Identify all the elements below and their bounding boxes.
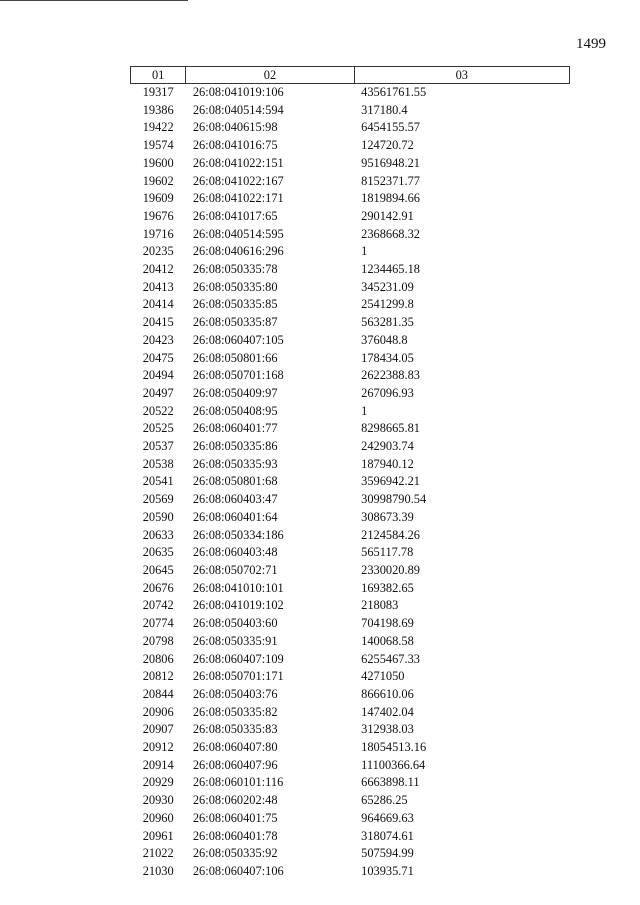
cell-id: 20590: [142, 509, 174, 524]
table-row: [131, 420, 570, 438]
table-body: [131, 84, 570, 881]
cell-cadastral-number: 26:08:050801:66: [192, 350, 278, 365]
cell-cadastral-number: 26:08:050801:68: [192, 474, 278, 489]
cell-value: 376048.8: [361, 332, 408, 347]
cell-id: 20929: [142, 775, 174, 790]
cell-value: 169382.65: [361, 580, 414, 595]
column-header-01: 01: [131, 67, 186, 84]
table-row: [131, 491, 570, 509]
cell-value: 1: [361, 403, 368, 418]
cell-id: 20907: [142, 722, 174, 737]
top-rule: [0, 0, 188, 1]
cell-id: 20522: [142, 403, 174, 418]
cell-value: 318074.61: [361, 828, 414, 843]
cell-id: 20414: [142, 297, 174, 312]
cell-id: 20676: [142, 580, 174, 595]
table-row: [131, 651, 570, 669]
cell-id: 20961: [142, 828, 174, 843]
cell-id: 20930: [142, 793, 174, 808]
cell-id: 19676: [142, 208, 174, 223]
table-row: [131, 527, 570, 545]
cell-value: 218083: [361, 598, 399, 613]
cell-id: 19386: [142, 102, 174, 117]
cell-cadastral-number: 26:08:041010:101: [192, 580, 284, 595]
cell-id: 20525: [142, 421, 174, 436]
table-row: [131, 403, 570, 421]
table-row: [131, 704, 570, 722]
cell-cadastral-number: 26:08:050335:85: [192, 297, 278, 312]
cell-id: 21022: [142, 846, 174, 861]
table-row: [131, 580, 570, 598]
cell-cadastral-number: 26:08:060407:96: [192, 757, 278, 772]
cell-cadastral-number: 26:08:041016:75: [192, 138, 278, 153]
cell-value: 178434.05: [361, 350, 414, 365]
table-row: [131, 155, 570, 173]
cell-cadastral-number: 26:08:060403:48: [192, 545, 278, 560]
cell-cadastral-number: 26:08:040514:595: [192, 226, 284, 241]
table-row: [131, 173, 570, 191]
cell-cadastral-number: 26:08:060407:109: [192, 651, 284, 666]
cell-id: 19422: [142, 120, 174, 135]
cell-cadastral-number: 26:08:050701:171: [192, 669, 284, 684]
cell-id: 20415: [142, 315, 174, 330]
table-row: [131, 792, 570, 810]
cell-value: 2330020.89: [361, 562, 420, 577]
table-row: [131, 863, 570, 881]
cell-cadastral-number: 26:08:041019:106: [192, 85, 284, 99]
cell-id: 19574: [142, 138, 174, 153]
cell-cadastral-number: 26:08:050702:71: [192, 562, 278, 577]
cell-id: 20497: [142, 385, 174, 400]
data-table: [130, 66, 570, 881]
column-header-02: 02: [186, 67, 354, 84]
cell-cadastral-number: 26:08:050335:80: [192, 279, 278, 294]
cell-id: 20774: [142, 616, 174, 631]
cell-cadastral-number: 26:08:050334:186: [192, 527, 284, 542]
cell-cadastral-number: 26:08:060401:77: [192, 421, 278, 436]
cell-id: 19602: [142, 173, 174, 188]
cell-id: 21030: [142, 863, 174, 878]
cell-cadastral-number: 26:08:050335:86: [192, 439, 278, 454]
cell-value: 2622388.83: [361, 368, 420, 383]
table-row: [131, 544, 570, 562]
cell-value: 8152371.77: [361, 173, 420, 188]
cell-value: 103935.71: [361, 863, 414, 878]
cell-cadastral-number: 26:08:050335:78: [192, 262, 278, 277]
cell-value: 317180.4: [361, 102, 408, 117]
cell-cadastral-number: 26:08:060403:47: [192, 492, 278, 507]
table-row: [131, 296, 570, 314]
cell-id: 20633: [142, 527, 174, 542]
cell-value: 43561761.55: [361, 85, 427, 99]
table-row: [131, 385, 570, 403]
cell-cadastral-number: 26:08:060401:75: [192, 810, 278, 825]
table-row: [131, 226, 570, 244]
cell-id: 20812: [142, 669, 174, 684]
column-header-03: 03: [354, 67, 569, 84]
table-row: [131, 845, 570, 863]
cell-id: 20912: [142, 740, 174, 755]
cell-id: 20960: [142, 810, 174, 825]
cell-cadastral-number: 26:08:041017:65: [192, 208, 278, 223]
cell-cadastral-number: 26:08:041022:151: [192, 155, 284, 170]
cell-value: 2368668.32: [361, 226, 420, 241]
cell-cadastral-number: 26:08:060407:105: [192, 332, 284, 347]
cell-id: 20541: [142, 474, 174, 489]
cell-id: 20538: [142, 456, 174, 471]
cell-value: 267096.93: [361, 385, 414, 400]
cell-value: 242903.74: [361, 439, 414, 454]
cell-value: 30998790.54: [361, 492, 427, 507]
table-row: [131, 668, 570, 686]
cell-cadastral-number: 26:08:041019:102: [192, 598, 284, 613]
cell-id: 19600: [142, 155, 174, 170]
cell-value: 1819894.66: [361, 191, 420, 206]
cell-id: 20742: [142, 598, 174, 613]
cell-id: 20645: [142, 562, 174, 577]
cell-id: 20635: [142, 545, 174, 560]
cell-value: 2541299.8: [361, 297, 414, 312]
cell-value: 9516948.21: [361, 155, 420, 170]
cell-value: 6255467.33: [361, 651, 420, 666]
cell-cadastral-number: 26:08:050335:87: [192, 315, 278, 330]
cell-id: 20844: [142, 686, 174, 701]
cell-cadastral-number: 26:08:050403:76: [192, 686, 278, 701]
cell-value: 187940.12: [361, 456, 414, 471]
cell-value: 866610.06: [361, 686, 414, 701]
cell-value: 345231.09: [361, 279, 414, 294]
cell-id: 19317: [142, 85, 174, 99]
cell-id: 20569: [142, 492, 174, 507]
cell-cadastral-number: 26:08:040616:296: [192, 244, 284, 259]
cell-cadastral-number: 26:08:060401:64: [192, 509, 278, 524]
cell-cadastral-number: 26:08:050403:60: [192, 616, 278, 631]
cell-id: 20914: [142, 757, 174, 772]
cell-value: 290142.91: [361, 208, 414, 223]
cell-value: 18054513.16: [361, 740, 427, 755]
cell-value: 6454155.57: [361, 120, 420, 135]
table-row: [131, 686, 570, 704]
cell-value: 4271050: [361, 669, 405, 684]
cell-cadastral-number: 26:08:060407:106: [192, 863, 284, 878]
table-row: [131, 367, 570, 385]
cell-cadastral-number: 26:08:050335:82: [192, 704, 278, 719]
table-row: [131, 757, 570, 775]
cell-value: 2124584.26: [361, 527, 420, 542]
table-row: [131, 261, 570, 279]
table-row: [131, 562, 570, 580]
cell-cadastral-number: 26:08:060101:116: [192, 775, 284, 790]
cell-value: 312938.03: [361, 722, 414, 737]
cell-cadastral-number: 26:08:050335:91: [192, 633, 278, 648]
table-row: [131, 633, 570, 651]
cell-id: 20235: [142, 244, 174, 259]
cell-value: 6663898.11: [361, 775, 420, 790]
cell-value: 308673.39: [361, 509, 414, 524]
cell-id: 19716: [142, 226, 174, 241]
table-row: [131, 597, 570, 615]
cell-value: 507594.99: [361, 846, 414, 861]
table-row: [131, 314, 570, 332]
table-row: [131, 509, 570, 527]
cell-cadastral-number: 26:08:041022:167: [192, 173, 284, 188]
cell-cadastral-number: 26:08:050409:97: [192, 385, 278, 400]
cell-cadastral-number: 26:08:050335:93: [192, 456, 278, 471]
table-row: [131, 84, 570, 102]
cell-value: 11100366.64: [361, 757, 426, 772]
cell-cadastral-number: 26:08:041022:171: [192, 191, 284, 206]
table-row: [131, 473, 570, 491]
cell-id: 20475: [142, 350, 174, 365]
cell-value: 8298665.81: [361, 421, 420, 436]
cell-value: 140068.58: [361, 633, 414, 648]
table-row: [131, 828, 570, 846]
cell-value: 1234465.18: [361, 262, 420, 277]
cell-cadastral-number: 26:08:040615:98: [192, 120, 278, 135]
table-row: [131, 774, 570, 792]
cell-id: 20413: [142, 279, 174, 294]
table-row: [131, 137, 570, 155]
table-row: [131, 739, 570, 757]
cell-id: 20537: [142, 439, 174, 454]
cell-id: 20494: [142, 368, 174, 383]
table-row: [131, 190, 570, 208]
cell-id: 19609: [142, 191, 174, 206]
cell-value: 565117.78: [361, 545, 414, 560]
cell-cadastral-number: 26:08:040514:594: [192, 102, 284, 117]
cell-value: 3596942.21: [361, 474, 420, 489]
cell-value: 1: [361, 244, 368, 259]
cell-cadastral-number: 26:08:050335:83: [192, 722, 278, 737]
cell-id: 20412: [142, 262, 174, 277]
cell-id: 20906: [142, 704, 174, 719]
cell-value: 704198.69: [361, 616, 414, 631]
table-row: [131, 119, 570, 137]
table-row: [131, 243, 570, 261]
header-row: [131, 67, 570, 84]
cell-value: 563281.35: [361, 315, 414, 330]
cell-id: 20806: [142, 651, 174, 666]
table-row: [131, 810, 570, 828]
page-number: 1499: [576, 36, 606, 52]
table-row: [131, 721, 570, 739]
table-row: [131, 350, 570, 368]
cell-id: 20798: [142, 633, 174, 648]
cell-cadastral-number: 26:08:050701:168: [192, 368, 284, 383]
table-row: [131, 208, 570, 226]
cell-cadastral-number: 26:08:050335:92: [192, 846, 278, 861]
table-row: [131, 456, 570, 474]
cell-value: 964669.63: [361, 810, 414, 825]
table-row: [131, 615, 570, 633]
cell-id: 20423: [142, 332, 174, 347]
cell-cadastral-number: 26:08:050408:95: [192, 403, 278, 418]
table-row: [131, 332, 570, 350]
table-row: [131, 279, 570, 297]
cell-cadastral-number: 26:08:060401:78: [192, 828, 278, 843]
cell-value: 65286.25: [361, 793, 408, 808]
cell-cadastral-number: 26:08:060202:48: [192, 793, 278, 808]
cell-value: 124720.72: [361, 138, 414, 153]
table-row: [131, 102, 570, 120]
table-row: [131, 438, 570, 456]
cell-cadastral-number: 26:08:060407:80: [192, 740, 278, 755]
cell-value: 147402.04: [361, 704, 414, 719]
